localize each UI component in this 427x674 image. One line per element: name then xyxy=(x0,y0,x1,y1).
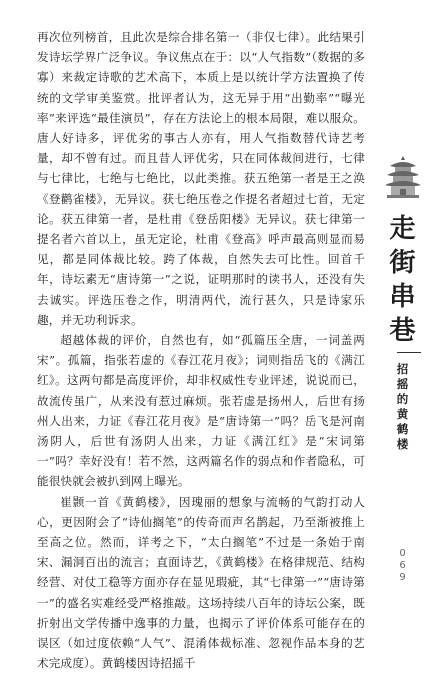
article-title-char: 楼 xyxy=(396,437,409,451)
page-number xyxy=(378,548,427,584)
section-title-char: 走 xyxy=(389,214,416,244)
paragraph-2: 超越体裁的评价，自然也有，如“孤篇压全唐，一词盖两宋”。孤篇，指张若虚的《春江花月夜》；词则指岳飞的《满江红》。这两句都是高度评价，却非权威性专业评述，说说而已，故流传虽广，从来没有惹过麻烦。张若虚是扬州人，后世有扬州人出来，力证《春江花月夜》是“唐诗第一”吗？岳飞是河南汤阴人，后世有汤阴人出来，力证《满江红》是“宋词第一”吗？幸好没有！若不然，这两篇名作的弱点和作者隐私，可能很快就会被扒到网上曝光。 xyxy=(37,333,365,489)
pagoda-icon xyxy=(384,155,422,199)
article-title-char: 的 xyxy=(396,392,409,406)
article-title xyxy=(378,362,427,452)
article-title-char: 招 xyxy=(396,362,409,376)
article-title-char: 黄 xyxy=(396,407,409,421)
paragraph-3: 崔颢一首《黄鹤楼》，因瑰丽的想象与流畅的气韵打动人心，更因附会了“诗仙搁笔”的传奇而声名鹊起，乃至渐被推上至高之位。然而，详考之下，“太白搁笔”不过是一条始于南宋、漏洞百出的流言；直面诗艺，《黄鹤楼》在格律规范、结构经营、对仗工稳等方面亦存在显见瑕疵，其“七律第一”“唐诗第一”的盛名实难经受严格推敲。这场持续八百年的诗坛公案，既折射出文学传播中逸事的力量，也揭示了评价体系可能存在的误区（如过度依赖“人气”、混淆体裁标准、忽视作品本身的艺术完成度）。黄鹤楼因诗招摇千 xyxy=(37,494,365,671)
section-title-char: 串 xyxy=(389,282,416,312)
section-title xyxy=(378,212,427,348)
divider-rule xyxy=(397,352,421,353)
paragraph-1: 再次位列榜首，且此次是综合排名第一（非仅七律）。此结果引发诗坛学界广泛争议。争议焦点在于：以“人气指数”（数据的多寡）来裁定诗歌的艺术高下，本质上是以统计学方法置换了传统的文学审美鉴赏。批评者认为，这无异于用“出勤率”“曝光率”来评选“最佳演员”，存在方法论上的根本局限，难以服众。唐人好诗多，评优劣的事古人亦有，用人气指数替代诗艺考量，却不曾有过。而且昔人评优劣，只在同体裁间进行，七律与七律比，七绝与七绝比，以此类推。获五绝第一者是王之涣《登鹳雀楼》，无异议。获七绝压卷之作提名者超过七首，无定论。获五律第一者，是杜甫《登岳阳楼》无异议。获七律第一提名者六首以上，虽无定论，杜甫《登高》呼声最高则显而易见，都是同体裁比较。跨了体裁，自然失去可比性。回首千年，诗坛素无“唐诗第一”之说，证明那时的读书人，还没有失去诚实。评选压卷之作，明清两代，流行甚久，只是诗家乐趣，并无功利诉求。 xyxy=(37,30,365,327)
page-number-digit: 0 xyxy=(399,548,406,559)
section-title-char: 巷 xyxy=(389,316,416,346)
article-title-char: 摇 xyxy=(396,377,409,391)
article-body xyxy=(37,27,365,674)
section-title-char: 街 xyxy=(389,248,416,278)
side-column xyxy=(378,0,427,603)
article-title-char: 鹤 xyxy=(396,422,409,436)
page-number-digit: 6 xyxy=(399,560,406,571)
page-number-digit: 9 xyxy=(399,572,406,583)
